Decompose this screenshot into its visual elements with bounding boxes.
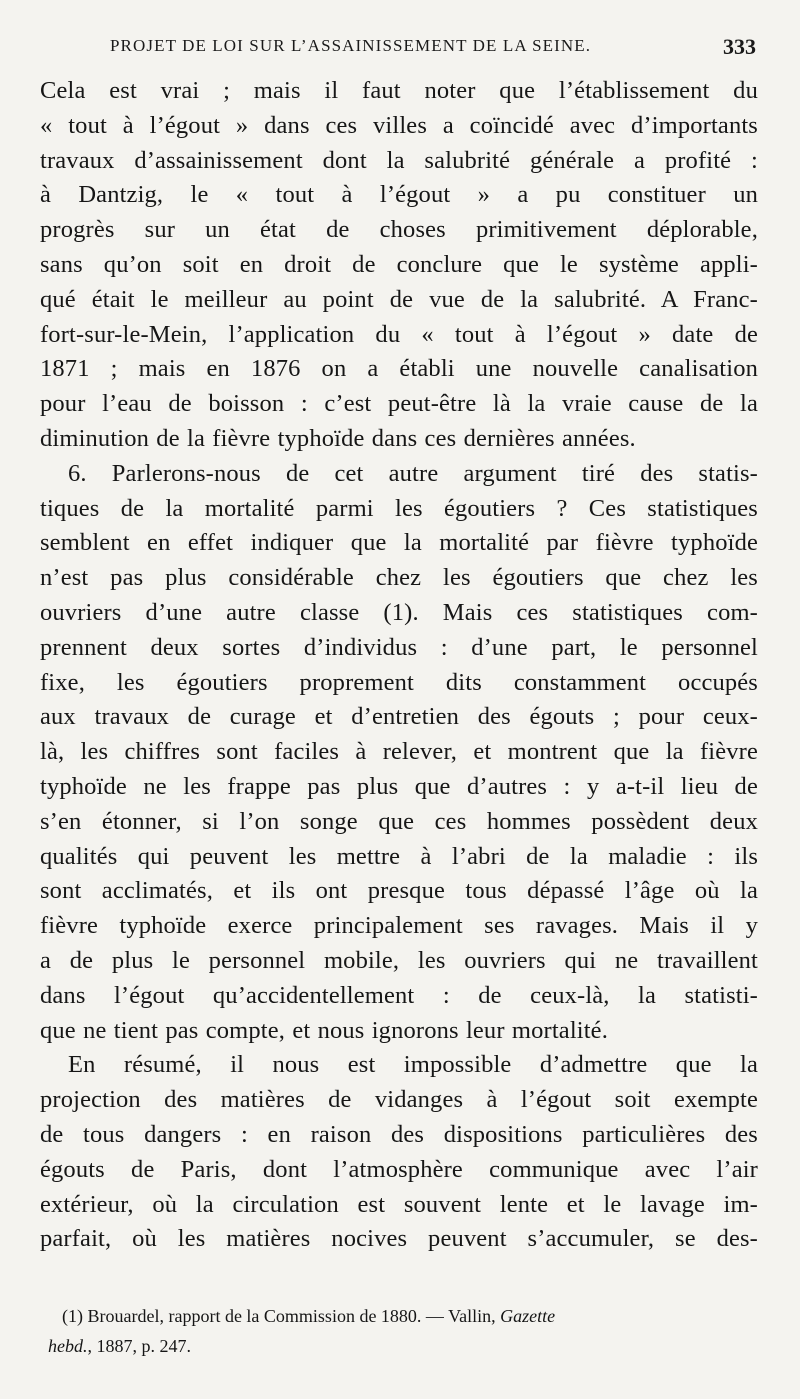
text-line: que ne tient pas compte, et nous ignorons leur mortalité. — [40, 1016, 608, 1044]
text-line: parfait, où les matières nocives peuvent s’accumuler, se des- — [40, 1225, 758, 1253]
text-line: n’est pas plus considérable chez les égoutiers que chez les — [40, 564, 758, 592]
text-line: fort-sur-le-Mein, l’application du « tout à l’égout » date de — [40, 320, 758, 348]
text-line: diminution de la fièvre typhoïde dans ces dernières années. — [40, 424, 636, 452]
footnote-text: (1) Brouardel, rapport de la Commission de 1880. — Vallin, — [62, 1306, 496, 1326]
text-line: projection des matières de vidanges à l’égout soit exempte — [40, 1086, 758, 1114]
text-line: 1871 ; mais en 1876 on a établi une nouvelle canalisation — [40, 355, 758, 383]
text-line: prennent deux sortes d’individus : d’une part, le personnel — [40, 633, 758, 661]
text-line: aux travaux de curage et d’entretien des égouts ; pour ceux- — [40, 703, 758, 731]
footnote-citation: , 1887, p. 247. — [87, 1336, 191, 1356]
text-line: égouts de Paris, dont l’atmosphère communique avec l’air — [40, 1155, 758, 1183]
text-line: semblent en effet indiquer que la mortalité par fièvre typhoïde — [40, 529, 758, 557]
page-number: 333 — [723, 34, 756, 59]
text-line: progrès sur un état de choses primitivement déplorable, — [40, 216, 758, 244]
text-line: dans l’égout qu’accidentellement : de ceux-là, la statisti- — [40, 981, 758, 1009]
running-header-title: PROJET DE LOI SUR L’ASSAINISSEMENT DE LA SEINE. — [110, 36, 592, 55]
text-line: travaux d’assainissement dont la salubrité générale a profité : — [40, 146, 758, 174]
text-line: typhoïde ne les frappe pas plus que d’autres : y a-t-il lieu de — [40, 772, 758, 800]
footnote — [48, 1301, 760, 1361]
footnote-line — [48, 1301, 760, 1331]
text-line: a de plus le personnel mobile, les ouvriers qui ne travaillent — [40, 946, 758, 974]
text-line: En résumé, il nous est impossible d’admettre que la — [68, 1051, 758, 1079]
text-line: sont acclimatés, et ils ont presque tous dépassé l’âge où la — [40, 877, 758, 905]
footnote-line — [48, 1331, 760, 1361]
running-header — [110, 36, 756, 64]
footnote-journal-cont: hebd. — [48, 1336, 88, 1356]
text-line: de tous dangers : en raison des dispositions particulières des — [40, 1120, 758, 1148]
text-line: Cela est vrai ; mais il faut noter que l’établissement du — [40, 77, 758, 104]
text-line: sans qu’on soit en droit de conclure que le système appli- — [40, 250, 758, 278]
footnote-journal: Gazette — [500, 1306, 556, 1326]
text-line: ouvriers d’une autre classe (1). Mais ces statistiques com- — [40, 598, 758, 626]
text-line: fièvre typhoïde exerce principalement ses ravages. Mais il y — [40, 912, 758, 940]
text-line: 6. Parlerons-nous de cet autre argument tiré des statis- — [68, 459, 758, 487]
text-line: là, les chiffres sont faciles à relever, et montrent que la fièvre — [40, 738, 758, 766]
text-line: « tout à l’égout » dans ces villes a coïncidé avec d’importants — [40, 111, 758, 139]
text-line: pour l’eau de boisson : c’est peut-être là la vraie cause de la — [40, 390, 758, 418]
text-line: fixe, les égoutiers proprement dits constamment occupés — [40, 668, 758, 696]
text-line: extérieur, où la circulation est souvent lente et le lavage im- — [40, 1190, 758, 1218]
text-line: à Dantzig, le « tout à l’égout » a pu constituer un — [40, 181, 758, 209]
text-line: s’en étonner, si l’on songe que ces hommes possèdent deux — [40, 807, 758, 835]
text-line: qué était le meilleur au point de vue de la salubrité. A Franc- — [40, 285, 758, 313]
body-text — [40, 74, 758, 1257]
text-line: qualités qui peuvent les mettre à l’abri de la maladie : ils — [40, 842, 758, 870]
text-line: tiques de la mortalité parmi les égoutiers ? Ces statistiques — [40, 494, 758, 522]
